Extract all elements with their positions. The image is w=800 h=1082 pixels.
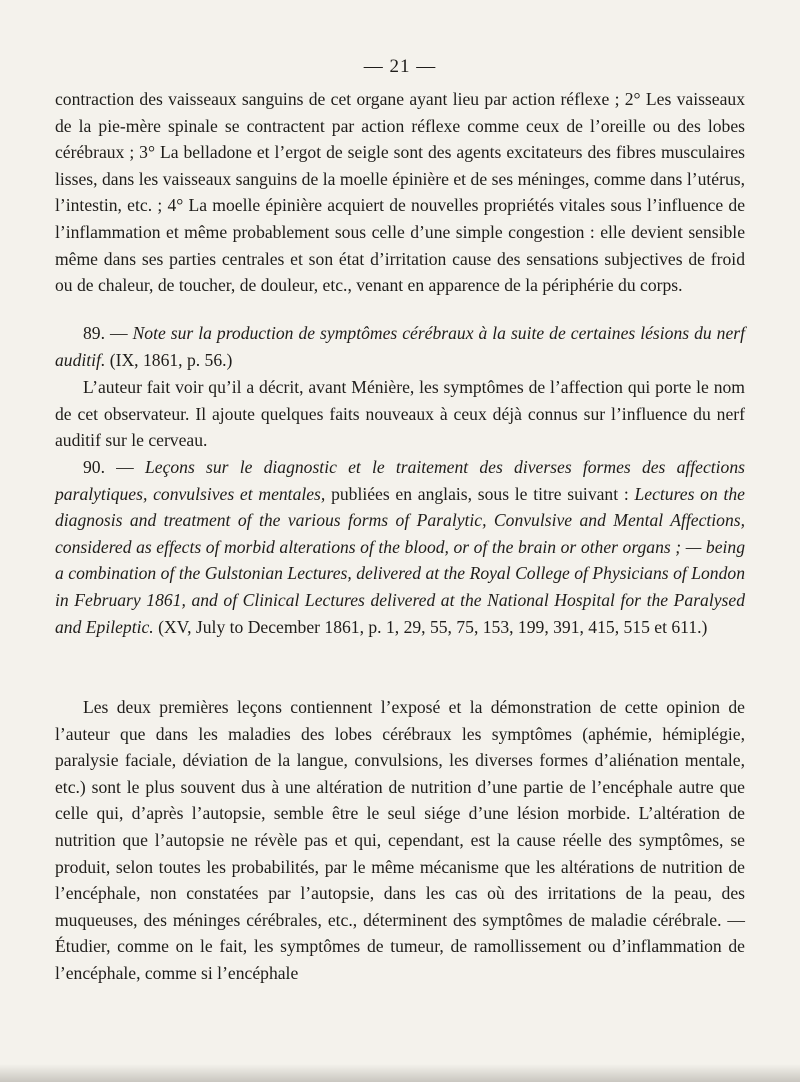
entry-90-intro: publiées en anglais, sous le titre suivant : [331,483,629,504]
entry-90-number: 90. — [83,457,134,477]
entry-89-reference: (IX, 1861, p. 56.) [109,349,233,370]
page-number: — 21 — [363,56,437,77]
entry-90-heading [55,454,745,640]
entry-89-heading [55,320,745,373]
entry-90-reference: (XV, July to December 1861, p. 1, 29, 55, 75, 153, 199, 391, 415, 515 et 611.) [158,616,708,637]
entry-89-body: L’auteur fait voir qu’il a décrit, avant Ménière, les symptômes de l’affection qui porte le nom de cet observateur. Il ajoute quelques faits nouveaux à ceux déjà connus sur l’influence du nerf auditif sur le cerveau. [55,377,745,451]
entry-90-title-en: Lectures on the diagnosis and treatment of the various forms of Paralytic, Convulsive and Mental Affections, considered as effects of morbid alterations of the blood, or of the brain or other organs ; — being a combination of the Gulstonian Lectures, delivered at the Royal College of Physicians of London in February 1861, and of Clinical Lectures delivered at the National Hospital for the Paralysed and Epileptic. [55,483,745,637]
entry-89-title: Note sur la production de symptômes cérébraux à la suite de certaines lésions du nerf auditif. [55,323,745,370]
entry-89-number: 89. — [83,323,128,343]
page-bottom-edge [0,1064,800,1082]
entry-90-body: Les deux premières leçons contiennent l’exposé et la démonstration de cette opinion de l’auteur que dans les maladies des lobes cérébraux les symptômes (aphémie, hémiplégie, paralysie faciale, déviation de la langue, convulsions, les diverses formes d’aliénation mentale, etc.) sont le plus souvent dus à une altération de nutrition d’une partie de l’encéphale autre que celle qui, d’après l’autopsie, semble être le seul siége d’une lésion morbide. L’altération de nutrition que l’autopsie ne révèle pas et qui, cependant, est la cause réelle des symptômes, se produit, selon toutes les probabilités, par le même mécanisme que les altérations de nutrition de l’encéphale, non constatées par l’autopsie, dans les cas où des irritations de la peau, des muqueuses, des méninges cérébrales, etc., déterminent des symptômes de maladie cérébrale. — Étudier, comme on le fait, les symptômes de tumeur, de ramollissement ou d’inflammation de l’encéphale, comme si l’encéphale [55,697,745,983]
paragraph-continuation: contraction des vaisseaux sanguins de cet organe ayant lieu par action réflexe ; 2° Les vaisseaux de la pie-mère spinale se contractent par action réflexe comme ceux de l’oreille ou des lobes cérébraux ; 3° La belladone et l’ergot de seigle sont des agents excitateurs des fibres musculaires lisses, dans les vaisseaux sanguins de la moelle épinière et de ses méninges, comme dans l’utérus, l’intestin, etc. ; 4° La moelle épinière acquiert de nouvelles propriétés vitales sous l’influence de l’inflammation et même probablement sous celle d’une simple congestion : elle devient sensible même dans ses parties centrales et son état d’irritation cause des sensations subjectives de froid ou de chaleur, de toucher, de douleur, etc., venant en apparence de la périphérie du corps. [55,89,745,296]
entry-90-title-fr: Leçons sur le diagnostic et le traitement des diverses formes des affections paralytiques, convulsives et mentales, [55,457,745,504]
